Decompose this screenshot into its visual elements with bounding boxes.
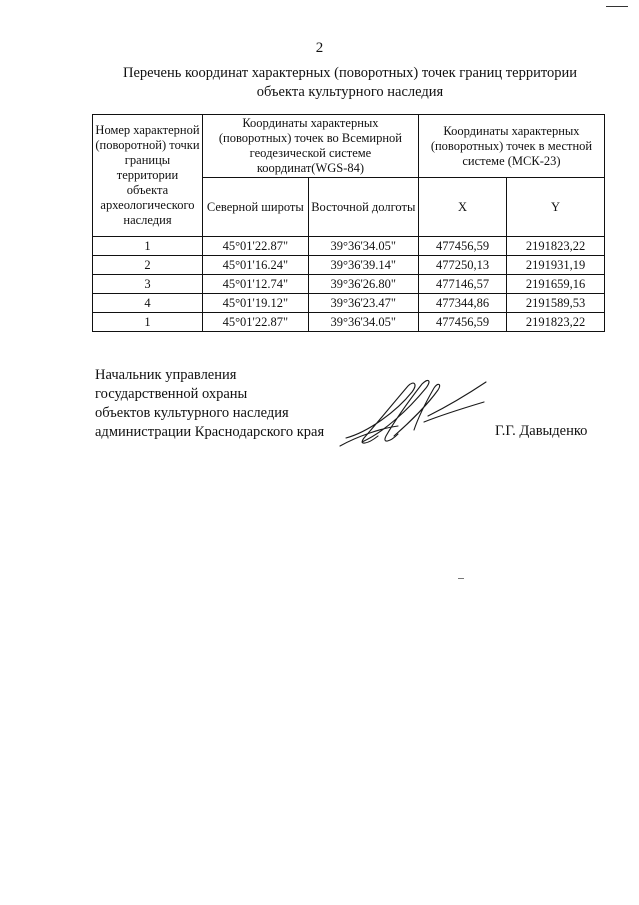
cell-y: 2191589,53 <box>507 294 605 313</box>
cell-y: 2191931,19 <box>507 256 605 275</box>
scan-corner-mark <box>606 0 628 7</box>
signatory-line-1: Начальник управления <box>95 367 237 383</box>
cell-point-number: 1 <box>93 313 203 332</box>
document-title <box>60 64 639 102</box>
cell-latitude: 45°01'12.74" <box>202 275 308 294</box>
header-y: Y <box>507 178 605 237</box>
cell-y: 2191823,22 <box>507 237 605 256</box>
signatory-line-2: государственной охраны <box>95 386 248 402</box>
table-row <box>93 237 605 256</box>
cell-x: 477456,59 <box>418 313 506 332</box>
header-wgs84-group: Координаты характерных (поворотных) точек во Всемирной геодезической системе координат(WGS-84) <box>202 115 418 178</box>
header-latitude: Северной широты <box>202 178 308 237</box>
cell-longitude: 39°36'39.14" <box>308 256 418 275</box>
page-number: 2 <box>315 40 324 56</box>
cell-y: 2191659,16 <box>507 275 605 294</box>
header-msk23-group: Координаты характерных (поворотных) точек в местной системе (МСК-23) <box>418 115 604 178</box>
cell-x: 477250,13 <box>418 256 506 275</box>
table-header-row <box>93 115 605 178</box>
document-title-line-1: Перечень координат характерных (поворотных) точек границ территории <box>122 65 578 81</box>
cell-x: 477146,57 <box>418 275 506 294</box>
cell-x: 477344,86 <box>418 294 506 313</box>
cell-longitude: 39°36'26.80" <box>308 275 418 294</box>
signatory-line-3: объектов культурного наследия <box>95 405 289 421</box>
coordinates-table <box>92 114 605 332</box>
document-title-line-2: объекта культурного наследия <box>256 84 444 100</box>
cell-y: 2191823,22 <box>507 313 605 332</box>
cell-latitude: 45°01'16.24" <box>202 256 308 275</box>
cell-longitude: 39°36'23.47" <box>308 294 418 313</box>
table-row <box>93 313 605 332</box>
handwritten-signature <box>338 372 498 452</box>
cell-longitude: 39°36'34.05" <box>308 313 418 332</box>
cell-point-number: 2 <box>93 256 203 275</box>
table-row <box>93 294 605 313</box>
cell-latitude: 45°01'22.87" <box>202 313 308 332</box>
header-longitude: Восточной долготы <box>308 178 418 237</box>
cell-latitude: 45°01'22.87" <box>202 237 308 256</box>
table-row <box>93 256 605 275</box>
signatory-line-4: администрации Краснодарского края <box>95 424 325 440</box>
scan-speck <box>458 578 464 579</box>
table-row <box>93 275 605 294</box>
signatory-position <box>95 366 324 442</box>
cell-latitude: 45°01'19.12" <box>202 294 308 313</box>
cell-x: 477456,59 <box>418 237 506 256</box>
cell-longitude: 39°36'34.05" <box>308 237 418 256</box>
cell-point-number: 1 <box>93 237 203 256</box>
cell-point-number: 4 <box>93 294 203 313</box>
header-point-number: Номер характерной (поворотной) точки границы территории объекта археологического наследия <box>93 115 203 237</box>
signatory-name: Г.Г. Давыденко <box>495 423 588 439</box>
cell-point-number: 3 <box>93 275 203 294</box>
header-x: X <box>418 178 506 237</box>
